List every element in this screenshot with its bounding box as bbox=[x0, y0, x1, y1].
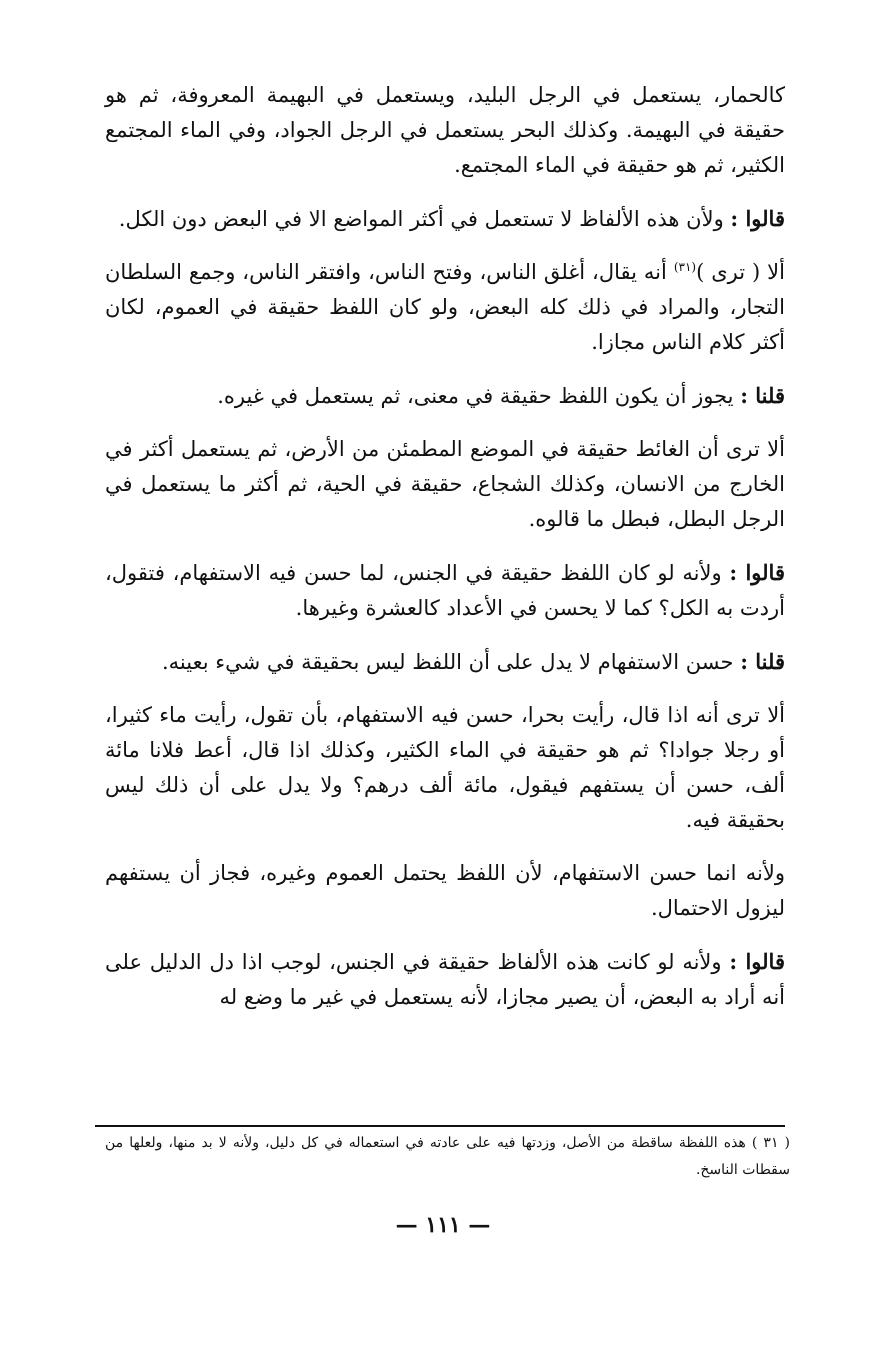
paragraph-8 bbox=[105, 698, 785, 838]
paragraph-text: ألا ترى أنه اذا قال، رأيت بحرا، حسن فيه الاستفهام، بأن تقول، رأيت ماء كثيرا، أو رجلا جوادا؟ ثم هو حقيقة في الماء الكثير، وكذلك اذا قال، أعط فلانا مائة ألف، حسن أن يستفهم فيقول، مائة ألف درهم؟ ولا يدل على أن ذلك ليس بحقيقة فيه. bbox=[105, 703, 785, 832]
paragraph-text: ولأن هذه الألفاظ لا تستعمل في أكثر المواضع الا في البعض دون الكل. bbox=[118, 207, 724, 231]
paragraph-lead: قلنا : bbox=[740, 383, 785, 408]
paragraph-5 bbox=[105, 432, 785, 537]
paragraph-lead: قالوا : bbox=[729, 560, 785, 585]
paragraph-7 bbox=[105, 644, 785, 680]
page-body bbox=[105, 78, 785, 1033]
page-number: — ١١١ — bbox=[395, 1212, 491, 1238]
paragraph-text: ولأنه انما حسن الاستفهام، لأن اللفظ يحتمل العموم وغيره، فجاز أن يستفهم ليزول الاحتمال. bbox=[105, 861, 785, 920]
paragraph-9 bbox=[105, 856, 785, 926]
footnote-marker: (٣١) bbox=[673, 260, 697, 274]
paragraph-10 bbox=[105, 944, 785, 1015]
footnote: ( ٣١ ) هذه اللفظة ساقطة من الأصل، وزدتها فيه على عادته في استعماله في كل دليل، ولأنه لا بد منها، ولعلها من سقطات الناسخ. bbox=[105, 1135, 790, 1178]
paragraph-lead: قالوا : bbox=[730, 206, 785, 231]
paragraph-lead: قلنا : bbox=[740, 649, 785, 674]
paragraph-text: حسن الاستفهام لا يدل على أن اللفظ ليس بحقيقة في شيء بعينه. bbox=[162, 650, 734, 674]
paragraph-4 bbox=[105, 378, 785, 414]
paragraph-6 bbox=[105, 555, 785, 626]
paragraph-text: يجوز أن يكون اللفظ حقيقة في معنى، ثم يستعمل في غيره. bbox=[217, 384, 734, 408]
paragraph-text: كالحمار، يستعمل في الرجل البليد، ويستعمل في البهيمة المعروفة، ثم هو حقيقة في البهيمة. وكذلك البحر يستعمل في الرجل الجواد، وفي الماء المجتمع الكثير، ثم هو حقيقة في الماء المجتمع. bbox=[105, 83, 785, 177]
paragraph-2 bbox=[105, 201, 785, 237]
paragraph-text: ألا ترى أن الغائط حقيقة في الموضع المطمئن من الأرض، ثم يستعمل أكثر في الخارج من الانسان، وكذلك الشجاع، حقيقة في الحية، ثم أكثر ما يستعمل في الرجل البطل، فبطل ما قالوه. bbox=[105, 437, 785, 531]
paragraph-text: أنه يقال، أغلق الناس، وفتح الناس، وافتقر الناس، وجمع السلطان التجار، والمراد في ذلك كله البعض، ولو كان اللفظ حقيقة في العموم، لكان أكثر كلام الناس مجازا. bbox=[105, 260, 785, 354]
paragraph-3 bbox=[105, 255, 785, 360]
paragraph-text: ولأنه لو كان اللفظ حقيقة في الجنس، لما حسن فيه الاستفهام، فتقول، أردت به الكل؟ كما لا يحسن في الأعداد كالعشرة وغيرها. bbox=[105, 561, 785, 620]
paragraph-text-start: ألا ( ترى ) bbox=[696, 260, 785, 284]
paragraph-lead: قالوا : bbox=[729, 949, 785, 974]
paragraph-1 bbox=[105, 78, 785, 183]
footnote-divider bbox=[95, 1125, 785, 1127]
paragraph-text: ولأنه لو كانت هذه الألفاظ حقيقة في الجنس، لوجب اذا دل الدليل على أنه أراد به البعض، أن يصير مجازا، لأنه يستعمل في غير ما وضع له bbox=[105, 950, 785, 1009]
